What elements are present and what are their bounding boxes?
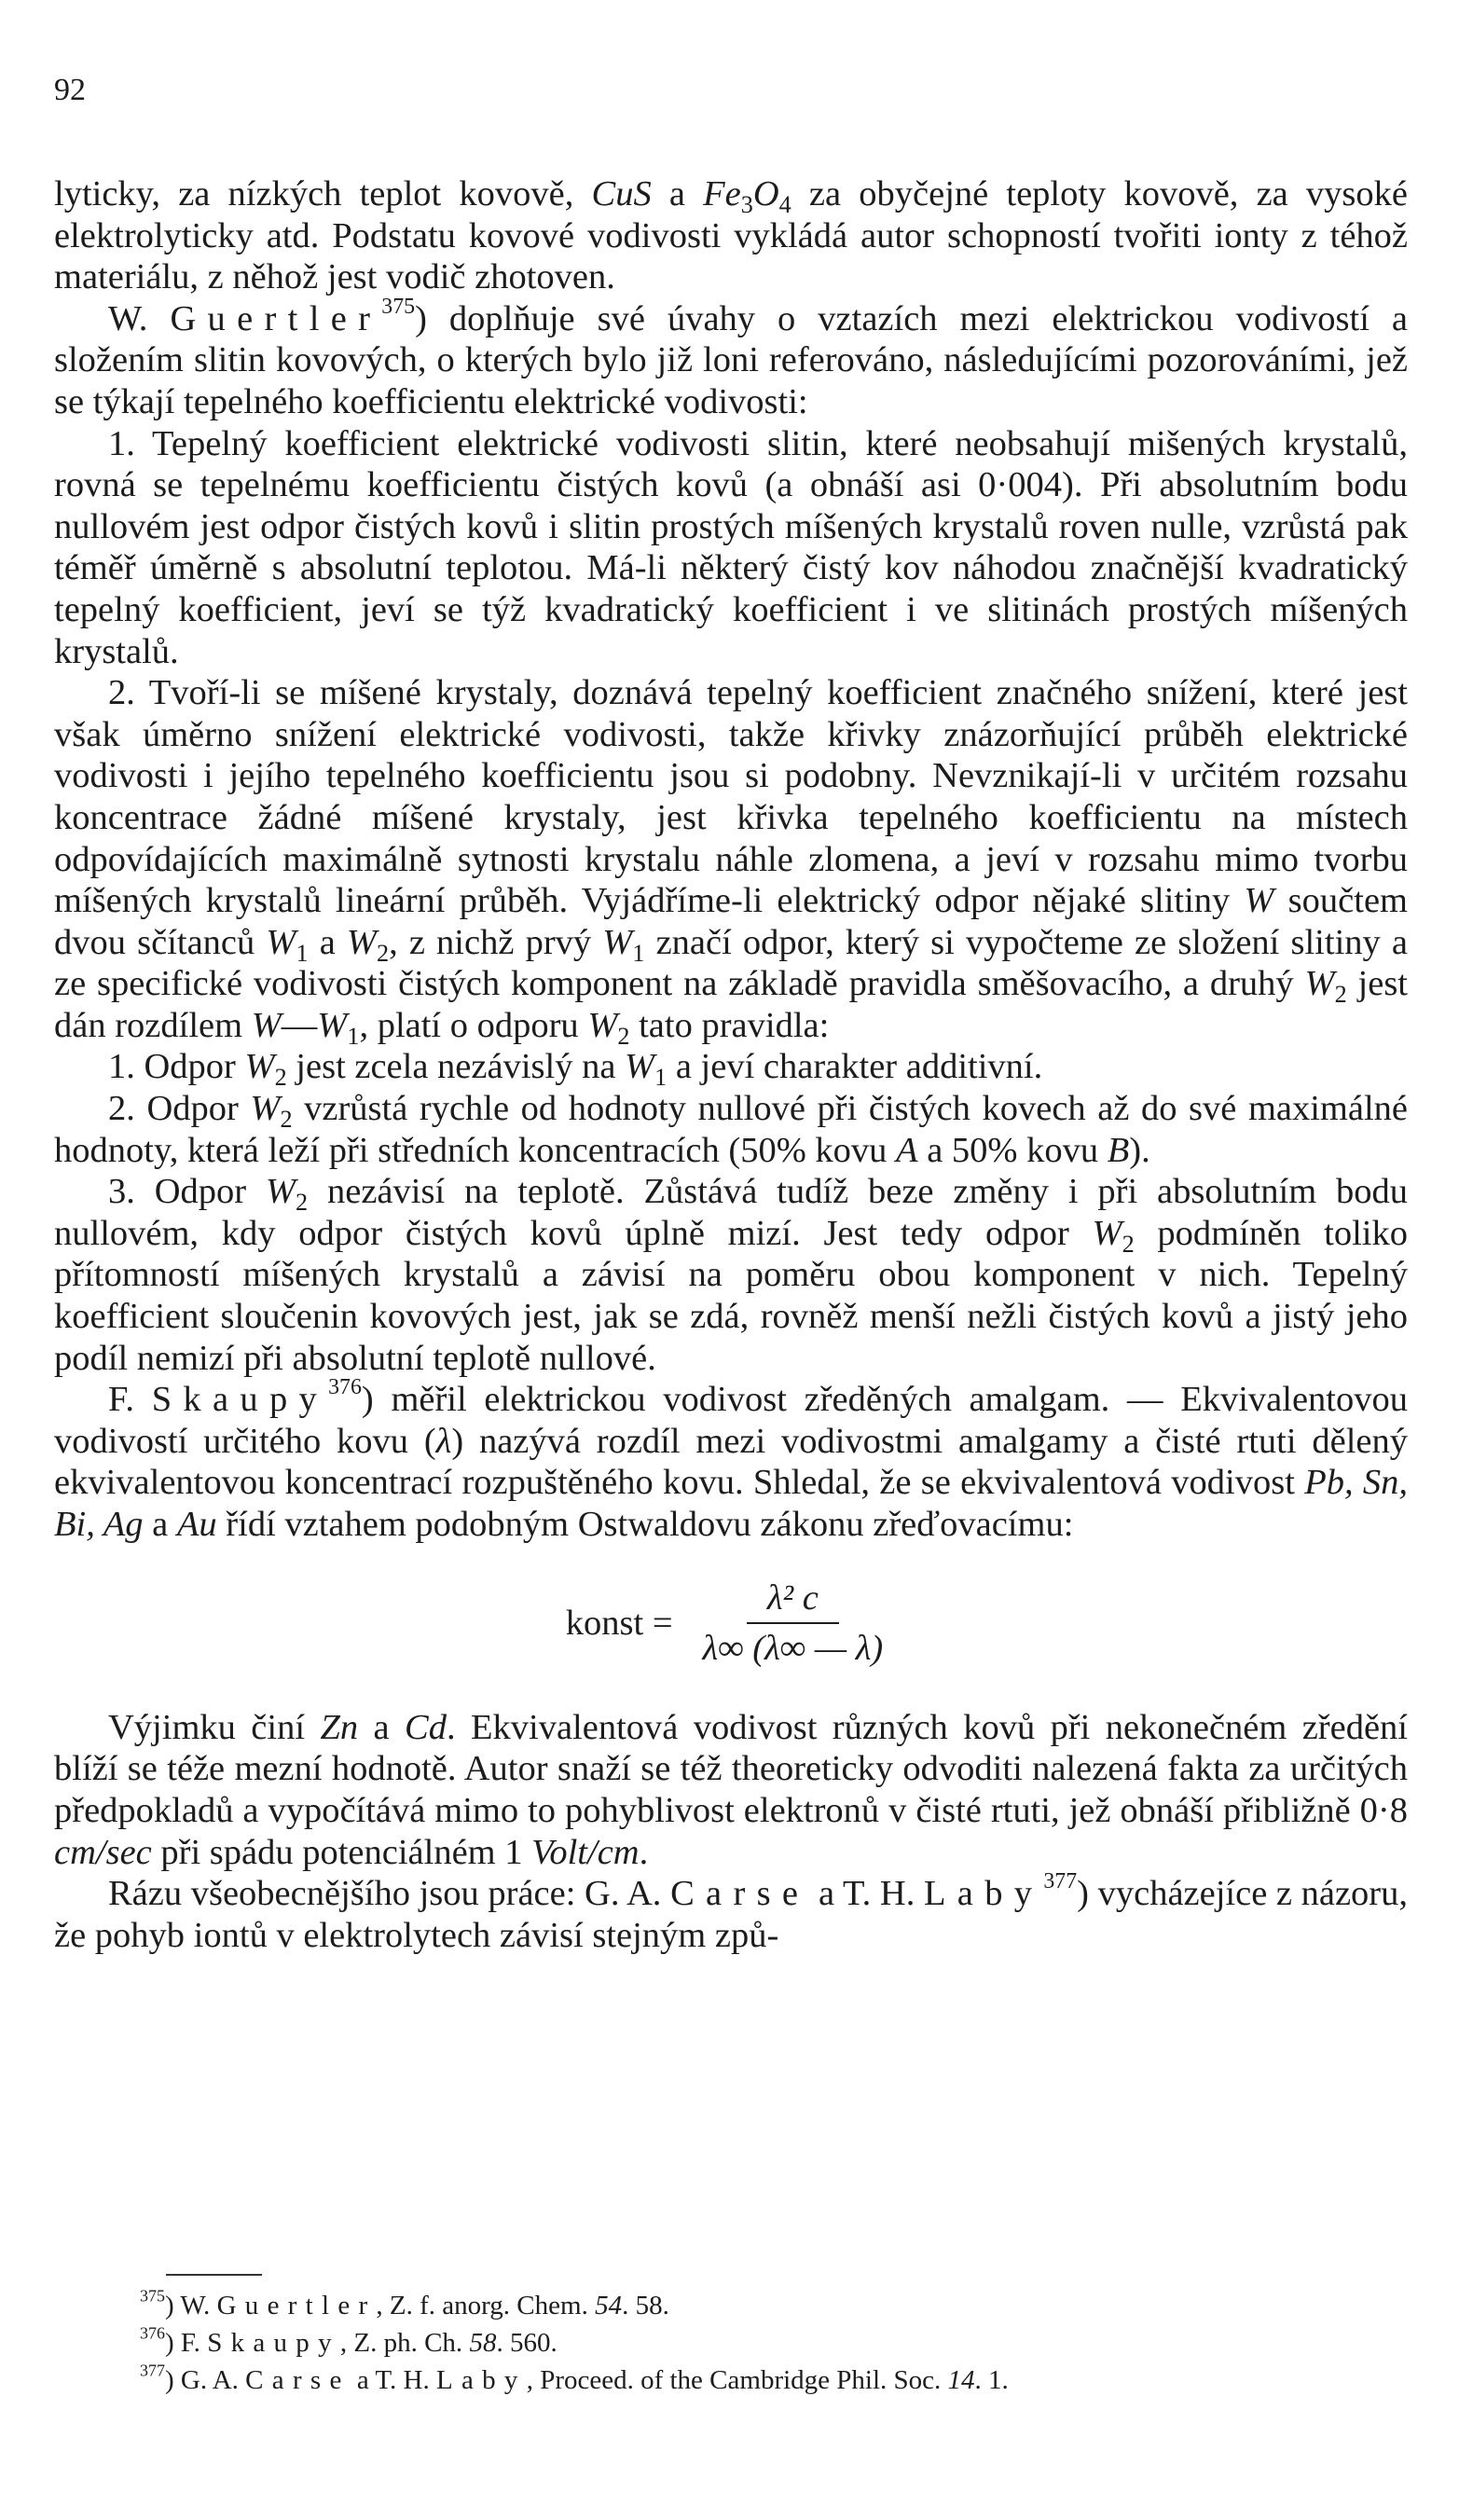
text-run: 1 [654,1064,668,1092]
text-run: podmíněn toliko přítomností míšených krystalů a závisí na poměru obou komponent v nich. Tepelný koefficient sloučenin kovových jest, jak se zdá, rovněž menší nežli čistých kovů a jistý jeho podíl nemizí při absolutní teplotě nullové. [54,1213,1408,1378]
text-run: . 58. [622,2291,669,2320]
footnote [140,2287,1408,2324]
text-run: F. [108,1380,152,1420]
text-run: ) nazývá rozdíl mezi vodivostmi amalgamy a čisté rtuti dělený ekvivalentovou koncentrací rozpuštěného kovu. Shledal, že se ekvivalentová vodivost [54,1421,1408,1503]
text-run: — [281,1005,318,1045]
text-run: a T. H. [809,1874,924,1914]
paragraph [54,173,1408,298]
text-run: a [651,174,704,213]
text-run: W [1244,881,1274,921]
footnote-number: 377 [140,2361,165,2380]
text-run: jest zcela nezávislý na [286,1047,626,1087]
text-run: ) doplňuje své úvahy o vztazích mezi elektrickou vodivostí a složením slitin kovových, o kterých bylo již loni referováno, následujícími pozorováními, jež se týkají tepelného koefficientu elektrické vodivosti: [54,298,1408,421]
text-run: G. A. [173,2365,246,2395]
text-run: 375 [381,294,416,319]
text-run: 1 [296,939,309,967]
paragraph [54,1046,1408,1092]
text-run: W [317,1005,348,1045]
formula-numerator: λ² c [747,1577,839,1625]
text-run: , platí o odporu [359,1005,588,1045]
text-run: při spádu potenciálném 1 [151,1832,532,1872]
text-run: . 1. [974,2365,1009,2395]
text-run: Carse [670,1874,810,1914]
text-run: A [896,1130,918,1170]
text-run: a [308,922,347,962]
paragraph [54,1088,1408,1171]
text-run: řídí vztahem podobným Ostwaldovu zákonu zřeďovacímu: [216,1505,1074,1544]
paragraph [54,1375,1408,1545]
text-run: 376 [328,1375,362,1400]
text-run: 3. Odpor [108,1172,266,1212]
text-run: 2 [1122,1230,1135,1258]
text-run: značí odpor, který si vypočteme ze složení slitiny a ze specifické vodivosti čistých komponent na základě pravidla směšovacího, a druhý [54,922,1408,1004]
text-run: 58 [469,2328,497,2358]
footnote-paren: ) [164,2365,174,2395]
text-run: Zn [320,1707,359,1747]
text-run: tato pravidla: [629,1005,830,1045]
text-run: W. [173,2291,217,2320]
text-run: 2 [1334,981,1347,1009]
text-run: Skaupy [151,1380,329,1420]
formula [54,1577,1408,1670]
text-run: , Proceed. of the Cambridge Phil. Soc. [526,2365,948,2395]
text-run: cm/sec [54,1832,152,1872]
text-run: . 560. [496,2328,557,2358]
text-run: Skaupy [207,2328,340,2358]
text-run: . [639,1832,649,1872]
text-run: 2 [296,1189,309,1217]
text-run: Pb, Sn, Bi, Ag [54,1463,1408,1544]
formula-denominator: λ∞ (λ∞ — λ) [702,1629,884,1669]
text-run: 2. Tvoří-li se míšené krystaly, doznává tepelný koefficient značného snížení, které jest však úměrno snížení elektrické vodivosti, takže křivky znázorňující průběh elektrické vodivosti i jejího tepelného koefficientu jsou si podobny. Nevznikají-li v určitém rozsahu koncentrace žádné míšené krystaly, jest křivka tepelného koefficientu na místech odpovídajících maximálně sytnosti krystalu náhle zlomena, a jeví v rozsahu mimo tvorbu míšených krystalů lineární průběh. Vyjádříme-li elektrický odpor nějaké slitiny [54,673,1408,921]
formula-fraction [690,1577,897,1670]
text-run: Výjimku činí [108,1707,321,1747]
text-run: 2 [280,1105,293,1133]
footnote-paren: ) [164,2291,174,2320]
text-run: Fe [703,174,741,213]
text-run: W [265,1172,296,1212]
footnote [140,2324,1408,2362]
text-run: F. [173,2328,208,2358]
paragraph [54,423,1408,673]
text-run: vzrůstá rychle od hodnoty nullové při čistých kovech až do své maximálné hodnoty, která leží při středních koncentracích (50% kovu [54,1089,1408,1170]
text-run: 14 [947,2365,975,2395]
text-run: 1. Tepelný koefficient elektrické vodivosti slitin, které neobsahují mišených krystalů, rovná se tepelnému koefficientu čistých kovů (a obnáší asi 0·004). Při absolutním bodu nullovém jest odpor čistých kovů i slitin prostých míšených krystalů roven nulle, vzrůstá pak téměř úměrně s absolutní teplotou. Má-li některý čistý kov náhodou značnější kvadratický tepelný koefficient, jeví se týž kvadratický koefficient i ve slitinách prostých míšených krystalů. [54,423,1408,671]
text-run: Rázu všeobecnějšího jsou práce: G. A. [108,1874,671,1914]
text-run: W [625,1047,655,1087]
text-run: W [1304,964,1335,1004]
text-run: W [346,922,377,962]
text-run: a [358,1707,406,1747]
text-run: 4 [778,190,791,218]
text-run: Laby [923,1874,1044,1914]
text-run: 54 [595,2291,623,2320]
text-run: nezávisí na teplotě. Zůstává tudíž beze změny i při absolutním bodu nullovém, kdy odpor čistých kovů úplně mizí. Jest tedy odpor [54,1172,1408,1253]
text-run: a [143,1505,177,1544]
text-run: Au [176,1505,217,1544]
paragraph [54,294,1408,423]
text-run: W [244,1047,275,1087]
text-run: jest dán rozdílem [54,964,1409,1045]
text-run: CuS [591,174,652,213]
footnote-number: 375 [140,2286,165,2306]
text-run: . Ekvivalentová vodivost různých kovů při nekonečném zředění blíží se téže mezní hodnotě. Autor snaží se též theoreticky odvoditi nalezená fakta za určitých předpokladů a vypočítává mimo to pohyblivost elektronů v čisté rtuti, jež obnáší přibližně 0·8 [54,1707,1409,1830]
text-run: Volt/cm [531,1832,640,1872]
footnote-paren: ) [164,2328,174,2358]
text-run: 3 [740,190,753,218]
formula-lhs: konst = [565,1603,673,1643]
footnote-number: 376 [140,2323,165,2343]
text-run: 2 [617,1022,630,1050]
text-run: Cd [405,1707,447,1747]
footnotes [140,2287,1408,2399]
paragraph [54,672,1409,1050]
text-run: Laby [435,2365,527,2395]
text-run: a T. H. [350,2365,436,2395]
text-run: B [1107,1130,1130,1170]
text-run: 377 [1043,1869,1078,1894]
page-number: 92 [54,73,86,107]
text-run: a 50% kovu [917,1130,1108,1170]
text-run: Guertler [170,298,382,338]
text-run: ) vycházejíce z názoru, že pohyb iontů v elektrolytech závisí stejným způ- [54,1874,1409,1955]
text-run: , z nichž prvý [389,922,603,962]
footnote [140,2362,1408,2399]
text-run: W [251,1005,282,1045]
paragraph [54,1707,1408,1873]
text-run: 2 [274,1064,287,1092]
text-run: 1 [347,1022,360,1050]
text-run: W [250,1089,281,1129]
text-run: W [587,1005,618,1045]
body-text [54,173,1408,1956]
paragraph [54,1869,1409,1956]
text-run: W. [108,298,171,338]
text-run: 2. Odpor [108,1089,251,1129]
text-run: ) měřil elektrickou vodivost zředěných amalgam. — Ekvivalentovou vodivostí určitého kovu ( [54,1380,1408,1461]
text-run: a jeví charakter additivní. [667,1047,1043,1087]
footnote-separator [166,2274,262,2276]
text-run: Guertler [216,2291,377,2320]
text-run: 1 [632,939,645,967]
text-run: Carse [245,2365,351,2395]
text-run: 1. Odpor [108,1047,245,1087]
text-run: ). [1129,1130,1150,1170]
text-run: W [602,922,633,962]
text-run: za obyčejné teploty kovově, za vysoké elektrolyticky atd. Podstatu kovové vodivosti vykládá autor schopností tvořiti ionty z téhož materiálu, z něhož jest vodič zhotoven. [54,174,1408,297]
text-run: O [752,174,779,213]
text-run: lyticky, za nízkých teplot kovově, [54,174,592,213]
text-run: W [1092,1213,1122,1253]
text-run: součtem dvou sčítanců [54,881,1408,962]
text-run: W [266,922,296,962]
text-run: , Z. f. anorg. Chem. [376,2291,596,2320]
text-run: λ [435,1421,452,1461]
text-run: , Z. ph. Ch. [339,2328,470,2358]
paragraph [54,1171,1408,1379]
text-run: 2 [377,939,390,967]
